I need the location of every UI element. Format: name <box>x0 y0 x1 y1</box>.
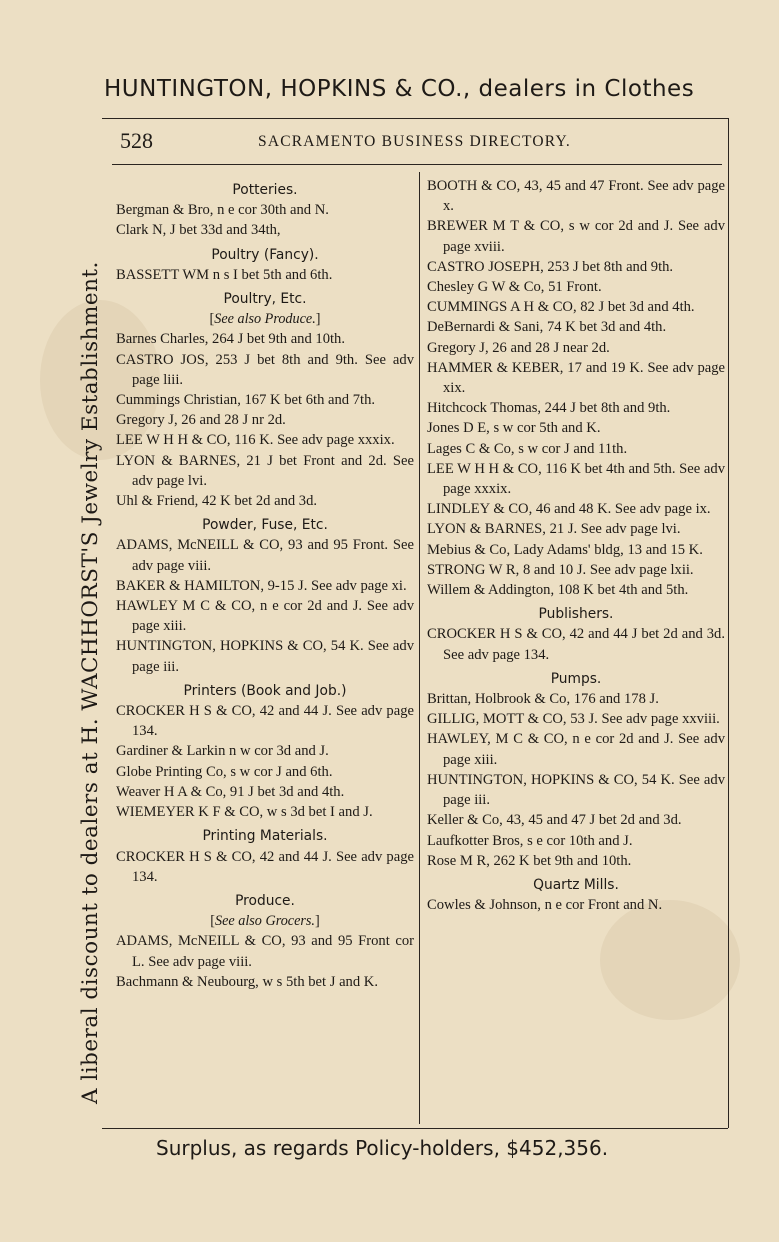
section-heading: Quartz Mills. <box>533 876 619 893</box>
directory-entry: Lages C & Co, s w cor J and 11th. <box>427 440 628 457</box>
directory-entry: HUNTINGTON, HOPKINS & CO, 54 K. See adv page iii. <box>427 771 725 809</box>
directory-entry: Bachmann & Neubourg, w s 5th bet J and K. <box>116 973 378 990</box>
directory-entry: Chesley G W & Co, 51 Front. <box>427 279 602 296</box>
directory-entry: BASSETT WM n s I bet 5th and 6th. <box>116 266 333 283</box>
top-banner-advertisement: HUNTINGTON, HOPKINS & CO., dealers in Clothes <box>104 76 695 102</box>
directory-entry: CROCKER H S & CO, 42 and 44 J. See adv page 134. <box>116 848 414 885</box>
directory-entry: Willem & Addington, 108 K bet 4th and 5th. <box>427 582 689 599</box>
directory-entry: Keller & Co, 43, 45 and 47 J bet 2d and 3d. <box>427 812 682 829</box>
directory-entry: LINDLEY & CO, 46 and 48 K. See adv page ix. <box>427 501 711 518</box>
see-also-note: [See also Produce.] <box>209 311 321 328</box>
section-heading: Poultry, Etc. <box>223 291 307 308</box>
footer-advertisement: Surplus, as regards Policy-holders, $452,356. <box>156 1136 609 1160</box>
directory-entry: Hitchcock Thomas, 244 J bet 8th and 9th. <box>427 400 671 417</box>
directory-entry: Bergman & Bro, n e cor 30th and N. <box>116 202 329 219</box>
directory-entry: Globe Printing Co, s w cor J and 6th. <box>116 763 333 780</box>
directory-entry: LYON & BARNES, 21 J bet Front and 2d. See adv page lvi. <box>116 452 414 489</box>
section-heading: Publishers. <box>538 606 614 623</box>
directory-entry: Laufkotter Bros, s e cor 10th and J. <box>427 832 633 849</box>
directory-entry: HUNTINGTON, HOPKINS & CO, 54 K. See adv page iii. <box>116 638 414 675</box>
top-rule <box>102 118 728 119</box>
side-banner-advertisement: A liberal discount to dealers at H. WACHHORST'S Jewelry Establishment. <box>78 261 103 1104</box>
section-heading: Produce. <box>235 892 295 909</box>
directory-entry: LEE W H H & CO, 116 K. See adv page xxxix. <box>116 432 395 449</box>
directory-entry: LEE W H H & CO, 116 K bet 4th and 5th. See adv page xxxix. <box>427 460 725 498</box>
directory-entry: HAWLEY M C & CO, n e cor 2d and J. See adv page xiii. <box>116 598 414 635</box>
directory-entry: Cummings Christian, 167 K bet 6th and 7th. <box>116 392 376 409</box>
directory-entry: Jones D E, s w cor 5th and K. <box>427 420 601 437</box>
section-heading: Printing Materials. <box>202 828 328 845</box>
directory-entry: STRONG W R, 8 and 10 J. See adv page lxii. <box>427 561 694 578</box>
directory-entry: CASTRO JOS, 253 J bet 8th and 9th. See adv page liii. <box>116 351 414 388</box>
directory-entry: BAKER & HAMILTON, 9-15 J. See adv page xi. <box>116 577 407 594</box>
directory-entry: LYON & BARNES, 21 J. See adv page lvi. <box>427 521 681 538</box>
directory-entry: BOOTH & CO, 43, 45 and 47 Front. See adv page x. <box>427 178 725 215</box>
section-heading: Pumps. <box>550 670 602 687</box>
directory-entry: Clark N, J bet 33d and 34th, <box>116 222 281 239</box>
directory-entry: CROCKER H S & CO, 42 and 44 J bet 2d and 3d. See adv page 134. <box>427 626 725 663</box>
column-divider <box>419 172 420 1124</box>
directory-entry: HAWLEY, M C & CO, n e cor 2d and J. See adv page xiii. <box>427 731 725 768</box>
header-rule <box>112 164 722 165</box>
page-number: 528 <box>120 128 153 153</box>
directory-entry: Rose M R, 262 K bet 9th and 10th. <box>427 852 632 869</box>
directory-entry: ADAMS, McNEILL & CO, 93 and 95 Front. See adv page viii. <box>116 537 414 574</box>
directory-entry: Gregory J, 26 and 28 J near 2d. <box>427 339 610 356</box>
bottom-rule <box>102 1128 728 1129</box>
directory-entry: BREWER M T & CO, s w cor 2d and J. See adv page xviii. <box>427 218 725 255</box>
section-heading: Powder, Fuse, Etc. <box>202 517 328 534</box>
directory-entry: Cowles & Johnson, n e cor Front and N. <box>427 897 663 914</box>
left-column <box>116 176 414 992</box>
directory-entry: CROCKER H S & CO, 42 and 44 J. See adv page 134. <box>116 703 414 740</box>
directory-entry: CASTRO JOSEPH, 253 J bet 8th and 9th. <box>427 258 674 275</box>
directory-entry: CUMMINGS A H & CO, 82 J bet 3d and 4th. <box>427 299 695 316</box>
directory-entry: WIEMEYER K F & CO, w s 3d bet I and J. <box>116 804 373 821</box>
section-heading: Printers (Book and Job.) <box>183 682 347 699</box>
directory-entry: Gregory J, 26 and 28 J nr 2d. <box>116 412 286 429</box>
right-column <box>427 176 725 915</box>
directory-entry: ADAMS, McNEILL & CO, 93 and 95 Front cor L. See adv page viii. <box>116 933 414 970</box>
directory-entry: Gardiner & Larkin n w cor 3d and J. <box>116 743 329 760</box>
running-head: SACRAMENTO BUSINESS DIRECTORY. <box>258 133 571 150</box>
directory-entry: HAMMER & KEBER, 17 and 19 K. See adv page xix. <box>427 359 725 397</box>
directory-entry: Weaver H A & Co, 91 J bet 3d and 4th. <box>116 783 345 800</box>
directory-entry: DeBernardi & Sani, 74 K bet 3d and 4th. <box>427 319 667 336</box>
directory-entry: GILLIG, MOTT & CO, 53 J. See adv page xxviii. <box>427 711 720 728</box>
see-also-note: [See also Grocers.] <box>210 913 320 930</box>
section-heading: Potteries. <box>232 182 298 198</box>
directory-entry: Uhl & Friend, 42 K bet 2d and 3d. <box>116 493 318 510</box>
directory-entry: Mebius & Co, Lady Adams' bldg, 13 and 15 K. <box>427 541 703 558</box>
section-heading: Poultry (Fancy). <box>211 246 319 263</box>
directory-entry: Barnes Charles, 264 J bet 9th and 10th. <box>116 331 346 348</box>
directory-entry: Brittan, Holbrook & Co, 176 and 178 J. <box>427 691 659 708</box>
